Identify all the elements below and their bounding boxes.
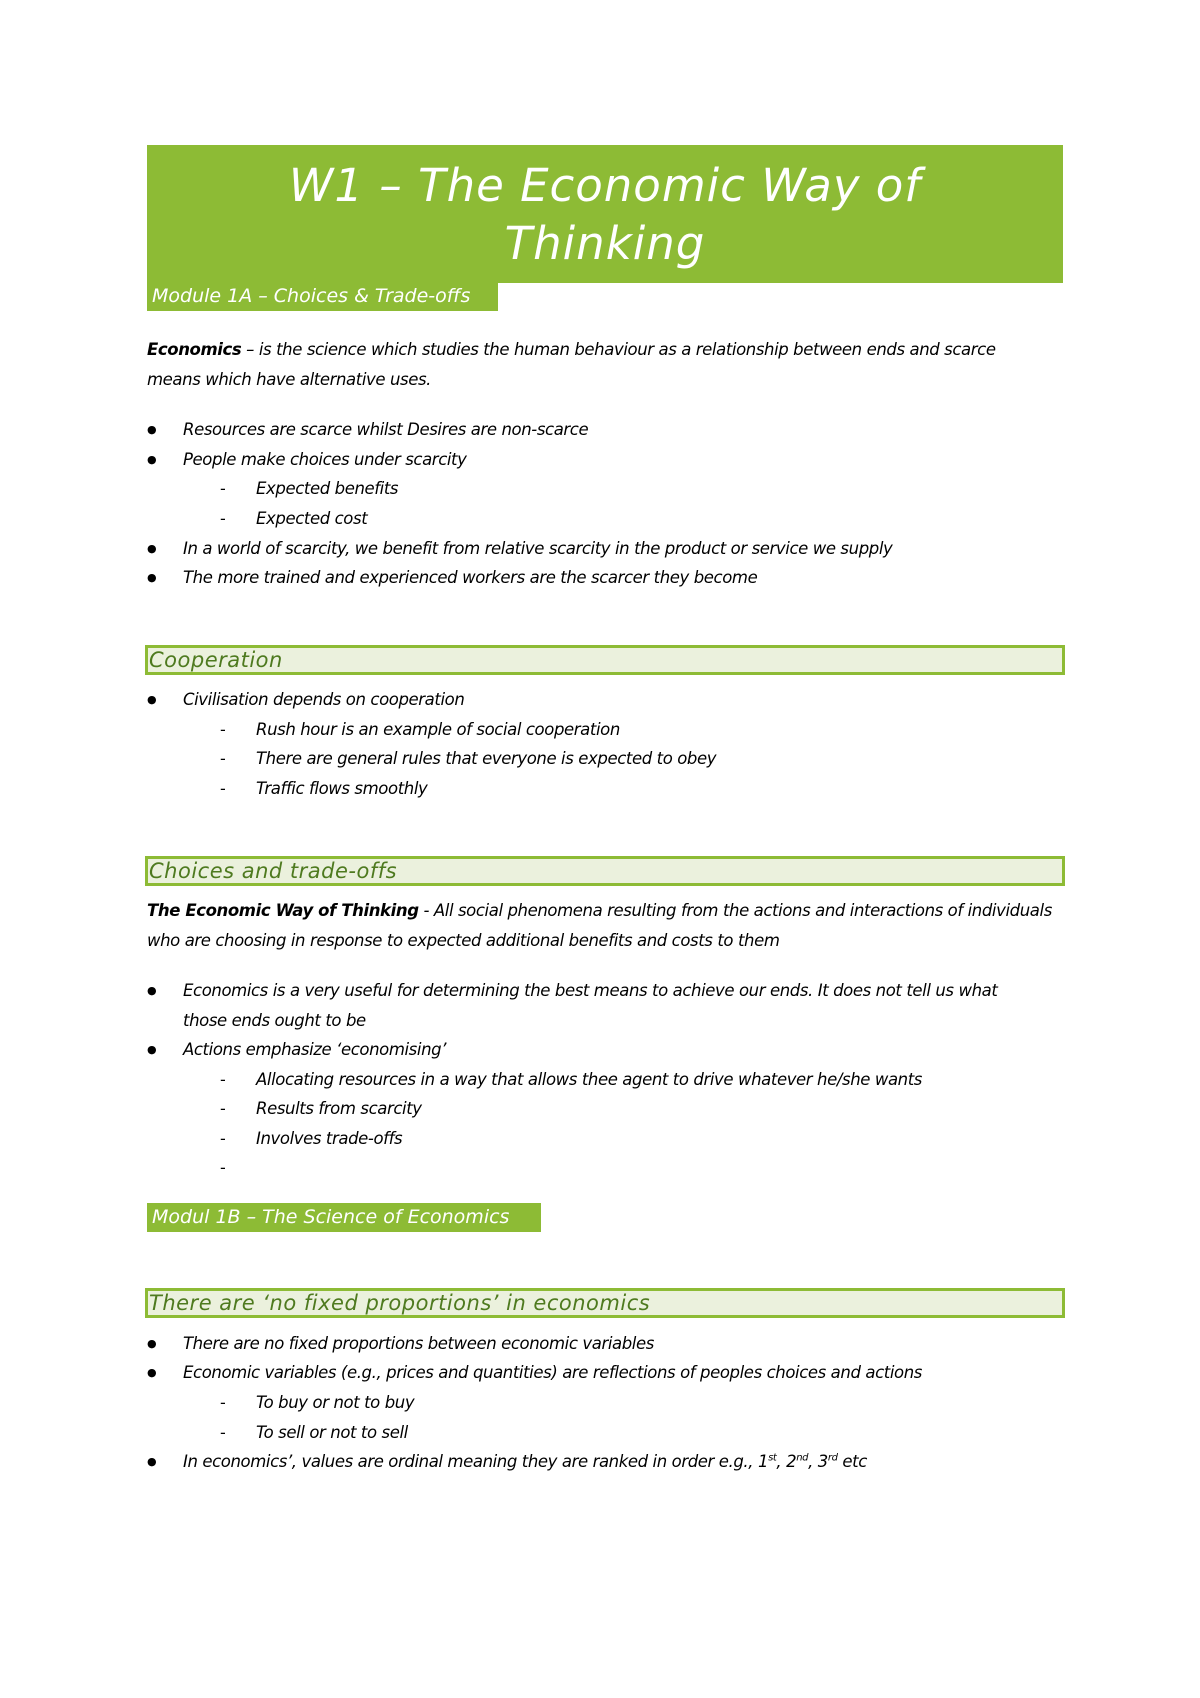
- bullet-icon: ●: [147, 1366, 157, 1379]
- sub-list-item: Allocating resources in a way that allows thee agent to drive whatever he/she wants: [256, 1070, 922, 1089]
- sub-list-item: Expected cost: [256, 509, 368, 528]
- economic-way-definition-text: - All social phenomena resulting from the actions and interactions of individuals: [418, 901, 1052, 920]
- economic-way-term: The Economic Way of Thinking: [147, 901, 419, 920]
- dash-icon: -: [220, 1423, 226, 1442]
- choices-heading: Choices and trade-offs: [145, 856, 1065, 886]
- bullet-icon: ●: [147, 542, 157, 555]
- economic-way-definition-line-1: [147, 896, 1052, 926]
- list-item: Economics is a very useful for determining the best means to achieve our ends. It does not tell us what: [183, 981, 998, 1000]
- list-item: The more trained and experienced workers are the scarcer they become: [183, 568, 758, 587]
- list-item: Actions emphasize ‘economising’: [183, 1040, 447, 1059]
- bullet-icon: ●: [147, 1455, 157, 1468]
- bullet-icon: ●: [147, 1043, 157, 1056]
- list-item: There are no fixed proportions between economic variables: [183, 1334, 654, 1353]
- economics-definition-line-1: [147, 335, 996, 365]
- sub-list-item: There are general rules that everyone is expected to obey: [256, 749, 717, 768]
- title-line-1: W1 – The Economic Way of: [288, 159, 922, 212]
- ordinal-suffix-st: st: [768, 1452, 777, 1464]
- bullet-icon: ●: [147, 1337, 157, 1350]
- list-item: People make choices under scarcity: [183, 450, 467, 469]
- list-item: Civilisation depends on cooperation: [183, 690, 465, 709]
- document-title: [147, 145, 1063, 283]
- dash-icon: -: [220, 1070, 226, 1089]
- sub-list-item: To buy or not to buy: [256, 1393, 415, 1412]
- bullet-icon: ●: [147, 453, 157, 466]
- sub-list-item: Expected benefits: [256, 479, 399, 498]
- sub-list-item: To sell or not to sell: [256, 1423, 408, 1442]
- dash-icon: -: [220, 1158, 226, 1177]
- sub-list-item: Involves trade-offs: [256, 1129, 403, 1148]
- dash-icon: -: [220, 720, 226, 739]
- module-1b-heading: Modul 1B – The Science of Economics: [147, 1203, 541, 1232]
- economics-term: Economics: [147, 340, 242, 359]
- dash-icon: -: [220, 1129, 226, 1148]
- bullet-icon: ●: [147, 571, 157, 584]
- list-item: In a world of scarcity, we benefit from relative scarcity in the product or service we supply: [183, 539, 893, 558]
- economics-definition-text: – is the science which studies the human behaviour as a relationship between ends and scarce: [241, 340, 996, 359]
- bullet-icon: ●: [147, 693, 157, 706]
- ordinal-text: In economics’, values are ordinal meaning they are ranked in order e.g., 1: [183, 1452, 769, 1471]
- bullet-icon: ●: [147, 423, 157, 436]
- bullet-icon: ●: [147, 984, 157, 997]
- dash-icon: -: [220, 1099, 226, 1118]
- ordinal-suffix-rd: rd: [827, 1452, 838, 1464]
- title-line-2: Thinking: [504, 217, 706, 270]
- ordinal-text-end: etc: [837, 1452, 867, 1471]
- dash-icon: -: [220, 509, 226, 528]
- cooperation-heading: Cooperation: [145, 645, 1065, 675]
- sub-list-item: Traffic flows smoothly: [256, 779, 428, 798]
- sub-list-item: Rush hour is an example of social cooperation: [256, 720, 620, 739]
- ordinal-text-3: , 3: [808, 1452, 828, 1471]
- list-item-continuation: those ends ought to be: [183, 1011, 366, 1030]
- sub-list-item: Results from scarcity: [256, 1099, 422, 1118]
- ordinal-text-2: , 2: [776, 1452, 797, 1471]
- dash-icon: -: [220, 1393, 226, 1412]
- economics-definition-line-2: means which have alternative uses.: [147, 370, 432, 389]
- dash-icon: -: [220, 779, 226, 798]
- dash-icon: -: [220, 479, 226, 498]
- dash-icon: -: [220, 749, 226, 768]
- economic-way-definition-line-2: who are choosing in response to expected additional benefits and costs to them: [147, 931, 780, 950]
- proportions-heading: There are ‘no fixed proportions’ in economics: [145, 1288, 1065, 1318]
- list-item: Resources are scarce whilst Desires are non-scarce: [183, 420, 589, 439]
- list-item: [183, 1447, 867, 1477]
- ordinal-suffix-nd: nd: [796, 1452, 809, 1464]
- list-item: Economic variables (e.g., prices and quantities) are reflections of peoples choices and actions: [183, 1363, 922, 1382]
- module-1a-heading: Module 1A – Choices & Trade-offs: [147, 282, 498, 311]
